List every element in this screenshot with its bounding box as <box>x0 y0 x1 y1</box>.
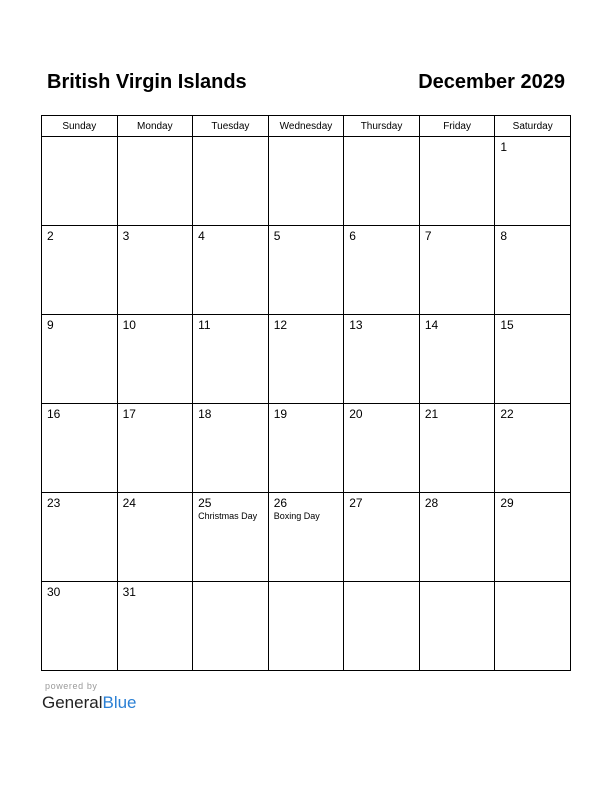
day-cell <box>42 226 118 315</box>
day-number: 15 <box>500 318 514 332</box>
day-number: 27 <box>349 496 363 510</box>
day-number <box>269 137 344 140</box>
day-number: 2 <box>47 229 54 243</box>
week-row <box>42 226 571 315</box>
day-cell <box>495 404 571 493</box>
day-number: 18 <box>198 407 212 421</box>
powered-by-text: powered by <box>45 681 98 691</box>
weekday-monday: Monday <box>117 116 193 137</box>
day-cell <box>42 137 118 226</box>
day-cell <box>193 315 269 404</box>
day-number: 16 <box>47 407 61 421</box>
day-number: 4 <box>198 229 205 243</box>
day-number <box>420 137 495 140</box>
day-number: 22 <box>500 407 514 421</box>
week-row <box>42 315 571 404</box>
day-number: 21 <box>424 407 439 421</box>
day-number: 25 <box>198 496 212 510</box>
weekday-sunday: Sunday <box>42 116 118 137</box>
holiday-label: Christmas Day <box>198 511 258 521</box>
day-cell <box>344 137 420 226</box>
day-cell <box>42 582 118 671</box>
day-number <box>193 137 268 140</box>
day-cell <box>268 404 344 493</box>
weekday-friday: Friday <box>419 116 495 137</box>
day-number: 29 <box>500 496 514 510</box>
day-number: 6 <box>349 229 356 243</box>
day-number: 9 <box>47 318 54 332</box>
day-cell <box>193 582 269 671</box>
day-cell <box>344 315 420 404</box>
holiday-label: Boxing Day <box>273 511 320 521</box>
week-row <box>42 137 571 226</box>
day-cell <box>495 137 571 226</box>
day-number <box>193 582 268 585</box>
day-cell <box>268 137 344 226</box>
day-cell <box>419 404 495 493</box>
day-number: 1 <box>500 140 508 154</box>
brand-blue: Blue <box>102 693 137 712</box>
day-number: 17 <box>122 407 136 421</box>
day-number: 12 <box>273 318 288 332</box>
day-cell <box>495 582 571 671</box>
day-number: 19 <box>273 407 288 421</box>
day-cell <box>117 582 193 671</box>
month-year-title: December 2029 <box>418 71 565 93</box>
day-number: 31 <box>122 585 136 599</box>
day-number: 26 <box>273 496 288 510</box>
day-cell <box>193 493 269 582</box>
day-cell <box>42 404 118 493</box>
day-number: 28 <box>424 496 439 510</box>
day-cell <box>419 226 495 315</box>
day-cell <box>193 137 269 226</box>
day-cell <box>495 226 571 315</box>
day-number: 11 <box>198 318 211 332</box>
day-cell <box>268 315 344 404</box>
week-row <box>42 493 571 582</box>
day-cell <box>419 493 495 582</box>
day-number <box>344 137 419 140</box>
day-cell <box>344 493 420 582</box>
day-number: 23 <box>47 496 61 510</box>
day-cell <box>344 226 420 315</box>
footer <box>42 681 137 714</box>
day-number <box>420 582 495 585</box>
day-number <box>118 137 193 140</box>
day-number <box>344 582 419 585</box>
day-cell <box>268 226 344 315</box>
day-cell <box>495 315 571 404</box>
day-cell <box>193 226 269 315</box>
day-number: 20 <box>349 407 363 421</box>
country-title: British Virgin Islands <box>47 71 247 93</box>
day-number <box>495 582 570 585</box>
day-cell <box>419 137 495 226</box>
day-cell <box>193 404 269 493</box>
day-cell <box>419 315 495 404</box>
day-number: 13 <box>349 318 363 332</box>
day-number: 30 <box>47 585 61 599</box>
day-number: 8 <box>500 229 508 243</box>
day-cell <box>117 493 193 582</box>
day-cell <box>42 493 118 582</box>
weekday-saturday: Saturday <box>495 116 571 137</box>
weekday-header-row <box>42 116 571 137</box>
day-number: 5 <box>273 229 281 243</box>
week-row <box>42 404 571 493</box>
week-row <box>42 582 571 671</box>
generalblue-logo <box>42 692 137 714</box>
calendar-grid <box>41 115 571 671</box>
day-number <box>269 582 344 585</box>
day-cell <box>117 404 193 493</box>
day-cell <box>268 493 344 582</box>
day-number: 14 <box>424 318 439 332</box>
day-number: 10 <box>122 318 136 332</box>
day-number: 7 <box>424 229 432 243</box>
weekday-tuesday: Tuesday <box>193 116 269 137</box>
day-cell <box>117 226 193 315</box>
day-number: 24 <box>122 496 136 510</box>
day-cell <box>344 582 420 671</box>
brand-general: General <box>42 693 103 712</box>
day-cell <box>117 315 193 404</box>
day-cell <box>42 315 118 404</box>
day-cell <box>117 137 193 226</box>
weekday-thursday: Thursday <box>344 116 420 137</box>
day-cell <box>344 404 420 493</box>
day-cell <box>419 582 495 671</box>
day-cell <box>268 582 344 671</box>
weekday-wednesday: Wednesday <box>268 116 344 137</box>
day-cell <box>495 493 571 582</box>
day-number: 3 <box>122 229 130 243</box>
day-number <box>42 137 117 140</box>
